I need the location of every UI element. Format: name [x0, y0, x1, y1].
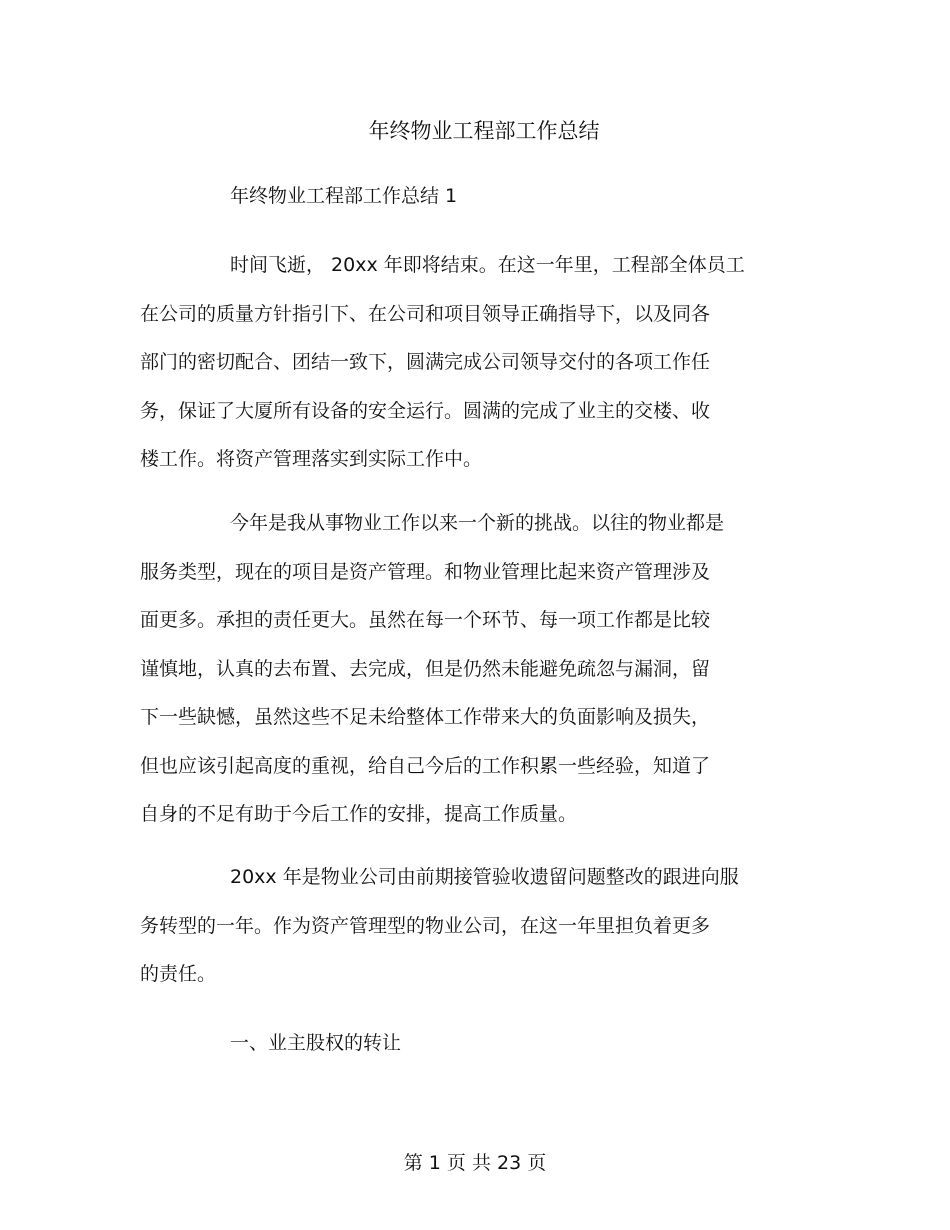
paragraph-1	[140, 250, 800, 493]
paragraph-line: 在公司的质量方针指引下、在公司和项目领导正确指导下，以及同各	[140, 302, 711, 325]
paragraph-line: 的责任。	[140, 963, 217, 985]
paragraph-line: 务转型的一年。作为资产管理型的物业公司，在这一年里担负着更多	[140, 914, 711, 937]
paragraph-line: 服务类型，现在的项目是资产管理。和物业管理比起来资产管理涉及	[140, 560, 711, 583]
paragraph-line: 面更多。承担的责任更大。虽然在每一个环节、每一项工作都是比较	[140, 609, 711, 631]
paragraph-line: 自身的不足有助于今后工作的安排，提高工作质量。	[140, 803, 578, 825]
paragraph-line: 20xx 年是物业公司由前期接管验收遗留问题整改的跟进向服	[230, 866, 739, 888]
paragraph-3	[140, 862, 800, 1008]
paragraph-line: 谨慎地，认真的去布置、去完成，但是仍然未能避免疏忽与漏洞，留	[140, 657, 711, 680]
paragraph-line: 务，保证了大厦所有设备的安全运行。圆满的完成了业主的交楼、收	[140, 399, 711, 422]
paragraph-2	[140, 508, 800, 848]
page-indicator: 第 1 页 共 23 页	[403, 1152, 547, 1174]
paragraph-line: 部门的密切配合、团结一致下，圆满完成公司领导交付的各项工作任	[140, 351, 711, 373]
document-title: 年终物业工程部工作总结	[368, 119, 600, 143]
section-heading: 一、业主股权的转让	[230, 1032, 402, 1054]
paragraph-line: 下一些缺憾，虽然这些不足未给整体工作带来大的负面影响及损失，	[140, 706, 711, 728]
paragraph-line: 时间飞逝， 20xx 年即将结束。在这一年里，工程部全体员工	[230, 254, 745, 276]
paragraph-line: 今年是我从事物业工作以来一个新的挑战。以往的物业都是	[230, 512, 725, 534]
paragraph-line: 楼工作。将资产管理落实到实际工作中。	[140, 448, 483, 470]
paragraph-line: 但也应该引起高度的重视，给自己今后的工作积累一些经验，知道了	[140, 754, 711, 777]
document-subtitle: 年终物业工程部工作总结 1	[230, 185, 458, 207]
